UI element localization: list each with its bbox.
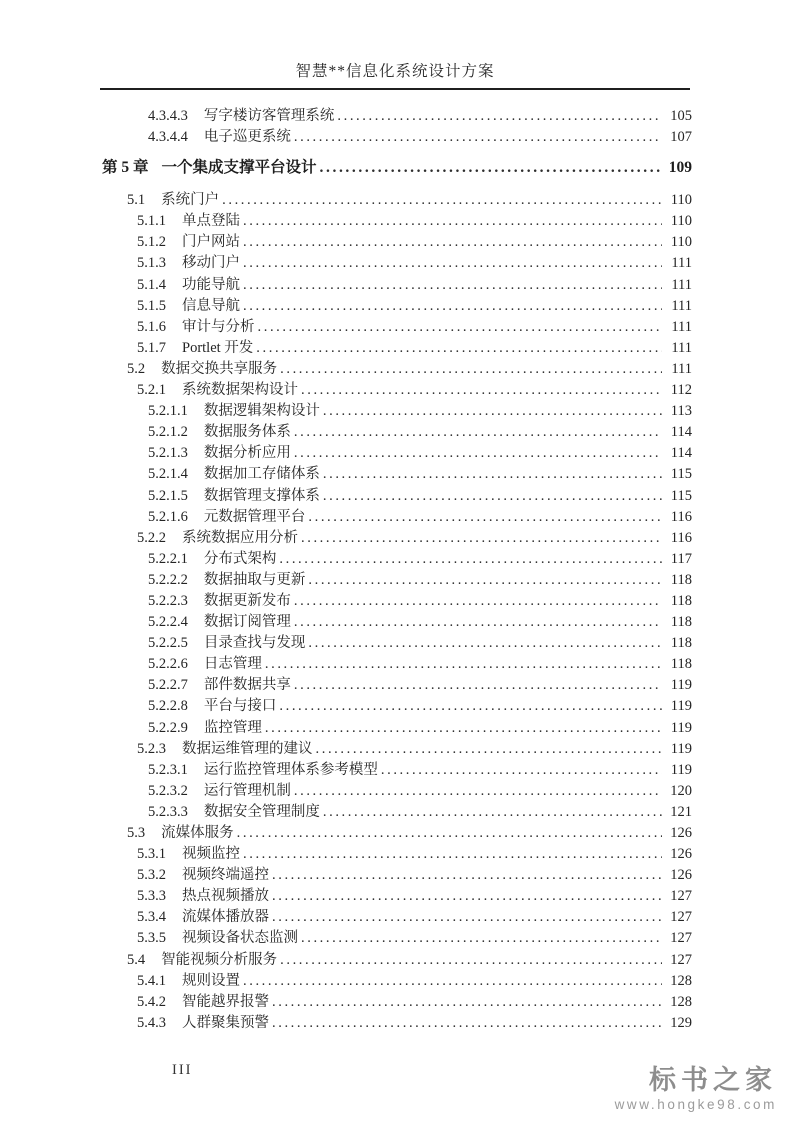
toc-entry-title: 门户网站 [182, 234, 240, 251]
toc-entry-page: 116 [670, 508, 692, 525]
toc-entry-title: 流媒体服务 [161, 825, 234, 841]
toc-entry-page: 126 [670, 867, 692, 884]
toc-leader-dots [243, 971, 662, 992]
toc-entry-title: 部件数据共享 [203, 677, 291, 694]
toc-entry-page: 107 [670, 129, 692, 146]
toc-entry-number: 5.2.2.5 [148, 635, 188, 652]
toc-entry [100, 823, 692, 844]
toc-entry-title: 元数据管理平台 [203, 508, 306, 525]
toc-entry-number: 5.1.1 [137, 213, 166, 230]
toc-entry-number: 5.1.5 [137, 297, 166, 314]
toc-entry-page: 127 [670, 951, 692, 968]
toc-entry [100, 739, 692, 760]
toc-entry-number: 5.1.7 [137, 339, 166, 356]
toc-entry [100, 865, 692, 886]
toc-leader-dots [320, 155, 662, 181]
toc-entry-number: 5.2.2.9 [148, 719, 188, 736]
toc-entry [100, 675, 692, 696]
toc-entry-page: 118 [670, 592, 692, 609]
toc-entry [100, 507, 692, 528]
toc-entry-page: 116 [670, 529, 692, 546]
toc-leader-dots [294, 781, 662, 802]
toc-entry-title: 移动门户 [182, 255, 240, 272]
toc-entry [100, 443, 692, 464]
toc-entry [100, 1013, 692, 1034]
toc-entry-title: 系统门户 [161, 192, 220, 209]
toc-entry [100, 591, 692, 612]
toc-entry [100, 928, 692, 949]
toc-entry-title: 分布式架构 [203, 550, 277, 567]
toc-entry-title: 人群聚集预警 [182, 1014, 269, 1031]
toc-leader-dots [337, 106, 662, 127]
toc-entry [100, 486, 692, 507]
toc-leader-dots [243, 296, 662, 317]
toc-leader-dots [256, 338, 662, 359]
toc-entry-title: 数据运维管理的建议 [182, 740, 313, 757]
toc-leader-dots [294, 675, 662, 696]
toc-leader-dots [323, 802, 662, 823]
toc-leader-dots [323, 464, 662, 485]
toc-entry-page: 129 [670, 1014, 692, 1031]
toc-leader-dots [294, 127, 662, 148]
toc-entry-number: 5.1.3 [137, 255, 166, 272]
toc-entry-title: 日志管理 [203, 656, 262, 673]
toc-leader-dots [272, 907, 662, 928]
toc-entry-page: 119 [670, 677, 692, 694]
toc-entry [100, 971, 692, 992]
toc-entry-number: 5.2.2 [137, 529, 166, 546]
toc-entry-number: 5.2.3 [137, 740, 166, 757]
toc-entry [100, 802, 692, 823]
toc-entry [100, 401, 692, 422]
toc-entry-number: 5.2.1.2 [148, 424, 188, 441]
toc-entry-page: 112 [670, 382, 692, 399]
toc-entry-title: 热点视频播放 [182, 888, 269, 905]
toc-entry-title: 视频设备状态监测 [182, 930, 298, 947]
toc-leader-dots [243, 211, 662, 232]
toc-entry-number: 第 5 章 [102, 159, 149, 177]
toc-entry-page: 120 [670, 782, 692, 799]
toc-entry-number: 5.3.4 [137, 909, 166, 926]
watermark [615, 1065, 777, 1112]
toc-entry-number: 5.2.3.1 [148, 761, 188, 778]
toc-leader-dots [258, 317, 663, 338]
toc-leader-dots [294, 591, 662, 612]
toc-entry-number: 5.2.2.2 [148, 571, 188, 588]
toc-entry-number: 5.2.3.2 [148, 782, 188, 799]
toc-leader-dots [280, 950, 662, 971]
toc-entry [100, 338, 692, 359]
toc-entry [100, 781, 692, 802]
toc-entry-title: Portlet 开发 [182, 339, 254, 356]
toc-leader-dots [265, 654, 662, 675]
toc-entry [100, 844, 692, 865]
toc-entry-title: 数据分析应用 [203, 445, 291, 462]
toc-entry [100, 992, 692, 1013]
watermark-brand: 标书之家 [649, 1065, 777, 1095]
toc-entry-page: 127 [670, 888, 692, 905]
toc-entry-page: 113 [670, 403, 692, 420]
toc-entry-title: 数据逻辑架构设计 [203, 403, 320, 420]
toc-leader-dots [279, 549, 662, 570]
toc-entry [100, 528, 692, 549]
toc-entry-page: 119 [670, 740, 692, 757]
toc-entry-page: 126 [670, 825, 692, 841]
toc-entry-number: 5.4.2 [137, 993, 166, 1010]
toc-entry-number: 5.1.6 [137, 318, 166, 335]
toc-entry-page: 111 [671, 255, 692, 272]
toc-entry-number: 5.4 [127, 951, 146, 968]
toc-entry-page: 126 [670, 846, 692, 863]
toc-leader-dots [243, 253, 662, 274]
toc-leader-dots [272, 865, 662, 886]
toc-entry-title: 数据抽取与更新 [203, 571, 306, 588]
toc-entry-title: 数据加工存储体系 [203, 466, 320, 483]
toc-entry-page: 111 [671, 276, 692, 293]
toc-entry-number: 5.4.3 [137, 1014, 166, 1031]
toc-leader-dots [237, 823, 662, 844]
toc-entry [100, 549, 692, 570]
toc-entry-number: 5.3.2 [137, 867, 166, 884]
toc-entry-title: 功能导航 [182, 276, 240, 293]
header-title: 智慧**信息化系统设计方案 [295, 63, 495, 80]
toc-entry [100, 155, 692, 181]
toc-leader-dots [301, 528, 662, 549]
toc-entry-title: 系统数据应用分析 [182, 529, 298, 546]
toc-entry-page: 111 [671, 297, 692, 314]
toc-entry-title: 监控管理 [203, 719, 262, 736]
toc-entry [100, 296, 692, 317]
toc-entry-title: 数据服务体系 [203, 424, 291, 441]
toc-entry-number: 5.3.1 [137, 846, 166, 863]
toc-leader-dots [280, 359, 662, 380]
toc-leader-dots [294, 422, 662, 443]
toc-entry-page: 118 [670, 656, 692, 673]
toc-entry [100, 633, 692, 654]
toc-leader-dots [301, 380, 662, 401]
toc-entry-page: 110 [670, 192, 692, 209]
toc-entry-title: 数据安全管理制度 [203, 803, 320, 820]
toc-entry-title: 写字楼访客管理系统 [203, 108, 335, 124]
toc-leader-dots [265, 718, 662, 739]
toc-entry-title: 运行监控管理体系参考模型 [203, 761, 378, 778]
toc-entry-page: 127 [670, 909, 692, 926]
toc-entry-number: 5.2.2.1 [148, 550, 188, 567]
toc-leader-dots [222, 190, 662, 211]
toc-entry [100, 232, 692, 253]
toc-leader-dots [294, 443, 662, 464]
toc-leader-dots [308, 507, 662, 528]
toc-entry [100, 570, 692, 591]
toc-entry-number: 4.3.4.3 [148, 108, 188, 124]
toc-leader-dots [243, 275, 662, 296]
toc-entry-page: 128 [670, 972, 692, 989]
toc-entry-title: 平台与接口 [203, 698, 277, 715]
toc-entry [100, 106, 692, 127]
toc-list [100, 106, 692, 1034]
toc-entry-page: 119 [670, 698, 692, 715]
toc-entry [100, 654, 692, 675]
toc-entry [100, 718, 692, 739]
page-header [100, 0, 690, 90]
toc-entry-number: 5.1 [127, 192, 146, 209]
toc-entry [100, 127, 692, 148]
toc-leader-dots [323, 486, 662, 507]
toc-entry-page: 115 [670, 466, 692, 483]
toc-entry-page: 111 [671, 339, 692, 356]
toc-entry-number: 5.2.2.8 [148, 698, 188, 715]
watermark-url: www.hongke98.com [614, 1097, 777, 1112]
toc-entry [100, 380, 692, 401]
toc-entry-page: 111 [671, 360, 692, 377]
toc-entry-number: 5.2.1.1 [148, 403, 188, 420]
toc-entry-number: 5.4.1 [137, 972, 166, 989]
toc-entry-title: 数据交换共享服务 [161, 360, 278, 377]
toc-leader-dots [294, 612, 662, 633]
toc-entry-number: 5.2.2.6 [148, 656, 188, 673]
toc-entry-title: 目录查找与发现 [203, 635, 306, 652]
toc-entry [100, 760, 692, 781]
toc-entry-title: 运行管理机制 [203, 782, 291, 799]
toc-entry-title: 数据更新发布 [203, 592, 291, 609]
toc-leader-dots [381, 760, 662, 781]
toc-entry-title: 数据管理支撑体系 [203, 487, 320, 504]
toc-entry-page: 114 [670, 424, 692, 441]
toc-leader-dots [308, 633, 662, 654]
toc-entry-page: 121 [670, 803, 692, 820]
toc-entry [100, 907, 692, 928]
toc-leader-dots [272, 886, 662, 907]
toc-leader-dots [272, 1013, 662, 1034]
toc-entry-title: 流媒体播放器 [182, 909, 269, 926]
toc-entry-number: 5.3 [127, 825, 146, 841]
toc-entry-page: 110 [670, 234, 692, 251]
toc-entry [100, 317, 692, 338]
toc-entry-page: 119 [670, 719, 692, 736]
toc-entry-page: 118 [670, 614, 692, 631]
toc-entry [100, 253, 692, 274]
toc-entry-page: 118 [670, 635, 692, 652]
toc-entry-number: 5.2.1.6 [148, 508, 188, 525]
toc-entry-number: 5.1.4 [137, 276, 166, 293]
toc-entry-page: 109 [668, 159, 692, 177]
toc-entry-number: 5.1.2 [137, 234, 166, 251]
toc-entry-page: 119 [670, 761, 692, 778]
toc-leader-dots [243, 232, 662, 253]
toc-entry-number: 5.2.1.4 [148, 466, 188, 483]
toc-entry [100, 886, 692, 907]
toc-entry-number: 5.2.2.3 [148, 592, 188, 609]
footer-page-number: III [172, 1062, 193, 1078]
toc-entry [100, 275, 692, 296]
toc-leader-dots [323, 401, 662, 422]
toc-entry-number: 5.2.1 [137, 382, 166, 399]
toc-entry-number: 5.2.2.7 [148, 677, 188, 694]
toc-entry-number: 5.2.1.5 [148, 487, 188, 504]
toc-entry-number: 5.2 [127, 360, 146, 377]
toc-entry [100, 190, 692, 211]
toc-entry-page: 118 [670, 571, 692, 588]
toc-entry-page: 111 [671, 318, 692, 335]
toc-entry-page: 110 [670, 213, 692, 230]
toc-entry-title: 智能越界报警 [182, 993, 269, 1010]
toc-entry-page: 115 [670, 487, 692, 504]
toc-entry [100, 950, 692, 971]
toc-entry-page: 128 [670, 993, 692, 1010]
toc-entry-number: 5.2.3.3 [148, 803, 188, 820]
toc-entry-title: 视频终端遥控 [182, 867, 269, 884]
toc-entry [100, 464, 692, 485]
toc-entry-title: 一个集成支撑平台设计 [161, 159, 317, 177]
toc-entry-number: 4.3.4.4 [148, 129, 188, 146]
toc-entry-page: 127 [670, 930, 692, 947]
toc-leader-dots [308, 570, 662, 591]
toc-entry-title: 单点登陆 [182, 213, 240, 230]
toc-leader-dots [301, 928, 662, 949]
toc-entry-title: 视频监控 [182, 846, 240, 863]
toc-entry-number: 5.2.2.4 [148, 614, 188, 631]
toc-entry-page: 105 [670, 108, 692, 124]
toc-entry [100, 612, 692, 633]
toc-leader-dots [316, 739, 663, 760]
toc-leader-dots [279, 696, 662, 717]
toc-entry [100, 422, 692, 443]
toc-entry [100, 211, 692, 232]
toc-entry-title: 系统数据架构设计 [182, 382, 298, 399]
header-rule-divider [100, 88, 690, 90]
toc-entry-title: 规则设置 [182, 972, 240, 989]
toc-entry-title: 数据订阅管理 [203, 614, 291, 631]
toc-entry-title: 信息导航 [182, 297, 240, 314]
toc-entry-number: 5.3.5 [137, 930, 166, 947]
toc-entry-page: 117 [670, 550, 692, 567]
toc-entry-title: 审计与分析 [182, 318, 255, 335]
toc-entry-number: 5.3.3 [137, 888, 166, 905]
toc-entry-title: 智能视频分析服务 [161, 951, 278, 968]
toc-entry [100, 359, 692, 380]
toc-entry-number: 5.2.1.3 [148, 445, 188, 462]
toc-leader-dots [243, 844, 662, 865]
toc-entry [100, 696, 692, 717]
toc-leader-dots [272, 992, 662, 1013]
toc-entry-page: 114 [670, 445, 692, 462]
toc-entry-title: 电子巡更系统 [203, 129, 291, 146]
